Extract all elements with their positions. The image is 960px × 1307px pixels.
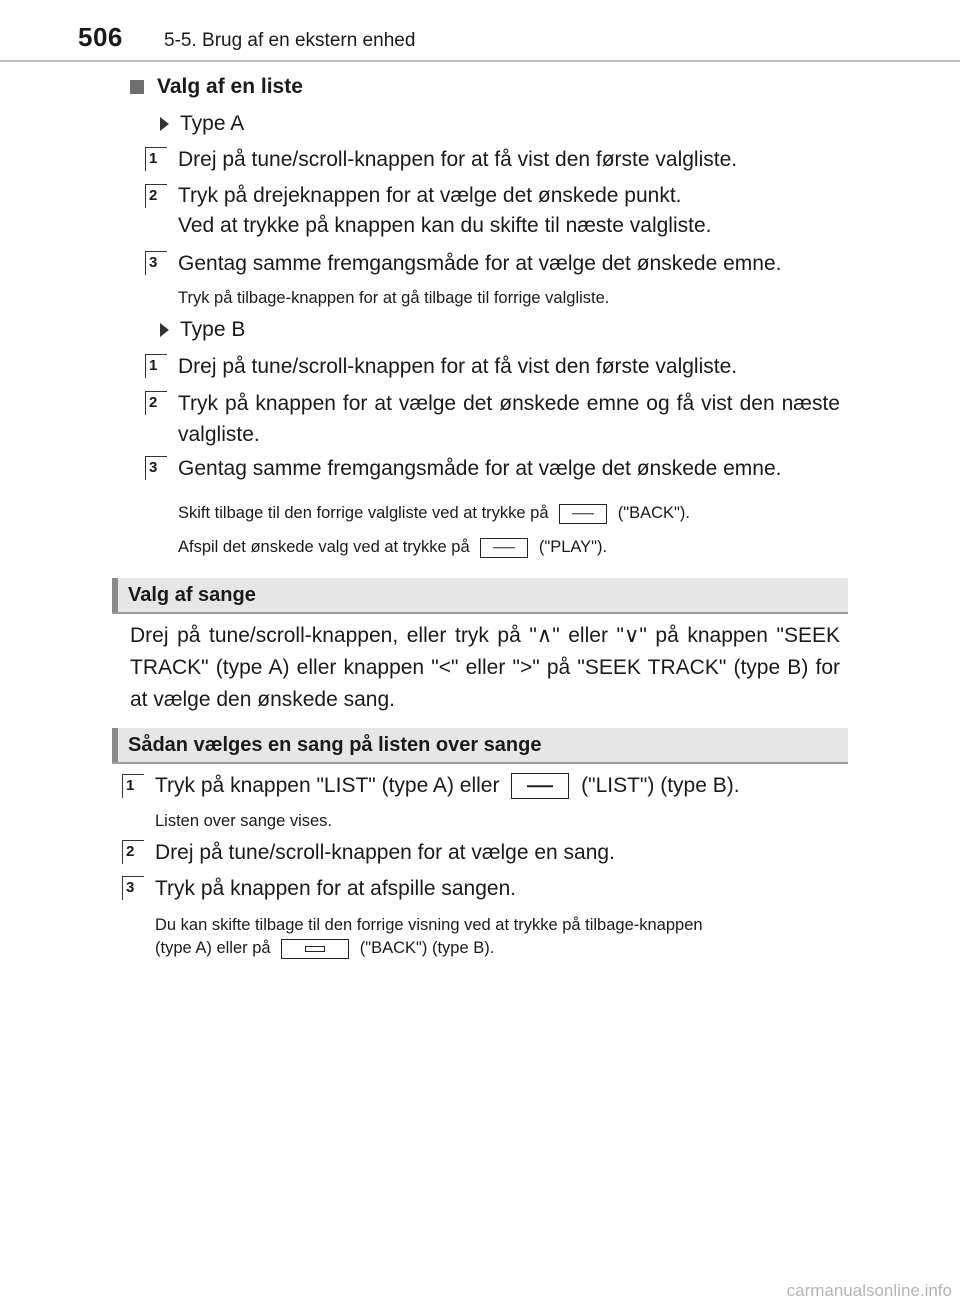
type-a-step-3: Gentag samme fremgangsmåde for at vælge det ønskede emne.: [178, 252, 782, 275]
section-divider: [112, 612, 848, 614]
back-button-icon: [281, 939, 349, 959]
song-list-note-line-2: [155, 937, 845, 959]
type-a-label: Type A: [180, 112, 245, 135]
type-a-step-2-detail: Ved at trykke på knappen kan du skifte til næste valgliste.: [178, 214, 712, 237]
type-b-note-back: [178, 502, 848, 524]
step-number: 2: [122, 840, 144, 864]
song-list-step-3: Tryk på knappen for at afspille sangen.: [155, 877, 517, 900]
type-a-note: Tryk på tilbage-knappen for at gå tilbage til forrige valgliste.: [178, 289, 610, 307]
step-number: 1: [145, 354, 167, 378]
note-line-2-text: (type A) eller på: [155, 939, 271, 957]
type-a-heading: [160, 112, 244, 136]
step-number: 3: [145, 251, 167, 275]
list-selection-heading: [130, 75, 303, 99]
section-title: Valg af sange: [128, 584, 256, 606]
step-number: 3: [122, 876, 144, 900]
type-a-step-1: Drej på tune/scroll-knappen for at få vist den første valgliste.: [178, 148, 738, 171]
type-b-heading: [160, 318, 245, 342]
chapter-title: 5-5. Brug af en ekstern enhed: [164, 30, 416, 51]
step-number: 2: [145, 184, 167, 208]
song-list-note-line-1: Du kan skifte tilbage til den forrige visning ved at trykke på tilbage-knappen: [155, 916, 703, 934]
section-divider: [112, 762, 848, 764]
note-play-suffix: ("PLAY").: [538, 538, 608, 556]
song-list-step-1-note: Listen over sange vises.: [155, 812, 333, 830]
step-number: 3: [145, 456, 167, 480]
section-header-song-selection: [112, 578, 848, 612]
step-1-text: Tryk på knappen "LIST" (type A) eller: [155, 774, 500, 797]
song-list-step-2: Drej på tune/scroll-knappen for at vælge en sang.: [155, 841, 615, 864]
type-b-step-3: Gentag samme fremgangsmåde for at vælge det ønskede emne.: [178, 457, 782, 480]
list-button-icon: [511, 773, 569, 799]
type-b-label: Type B: [180, 318, 246, 341]
note-play-text: Afspil det ønskede valg ved at trykke på: [178, 538, 470, 556]
step-number: 2: [145, 391, 167, 415]
note-line-2-suffix: ("BACK") (type B).: [359, 939, 495, 957]
note-back-text: Skift tilbage til den forrige valgliste ved at trykke på: [178, 504, 549, 522]
back-button-icon: [559, 504, 607, 524]
header-divider: [0, 60, 960, 62]
triangle-bullet-icon: [160, 117, 169, 131]
step-1-suffix: ("LIST") (type B).: [581, 774, 740, 797]
page-number: 506: [78, 22, 123, 52]
type-b-step-1: Drej på tune/scroll-knappen for at få vist den første valgliste.: [178, 355, 738, 378]
step-number: 1: [122, 774, 144, 798]
song-selection-body: Drej på tune/scroll-knappen, eller tryk på "∧" eller "∨" på knappen "SEEK TRACK" (type A) eller knappen "<" eller ">" på "SEEK TRACK" (type B) for at vælge den ønskede sang.: [130, 624, 840, 711]
list-selection-heading-text: Valg af en liste: [157, 75, 303, 98]
play-button-icon: [480, 538, 528, 558]
watermark: carmanualsonline.info: [786, 1281, 952, 1300]
section-header-song-list: [112, 728, 848, 762]
type-b-step-2: Tryk på knappen for at vælge det ønskede emne og få vist den næste valgliste.: [178, 392, 840, 446]
note-back-suffix: ("BACK").: [617, 504, 690, 522]
triangle-bullet-icon: [160, 323, 169, 337]
song-list-step-1: [155, 770, 845, 801]
square-bullet-icon: [130, 80, 144, 94]
step-number: 1: [145, 147, 167, 171]
type-b-note-play: [178, 536, 848, 558]
section-title: Sådan vælges en sang på listen over sange: [128, 734, 542, 756]
type-a-step-2: Tryk på drejeknappen for at vælge det ønskede punkt.: [178, 184, 682, 207]
